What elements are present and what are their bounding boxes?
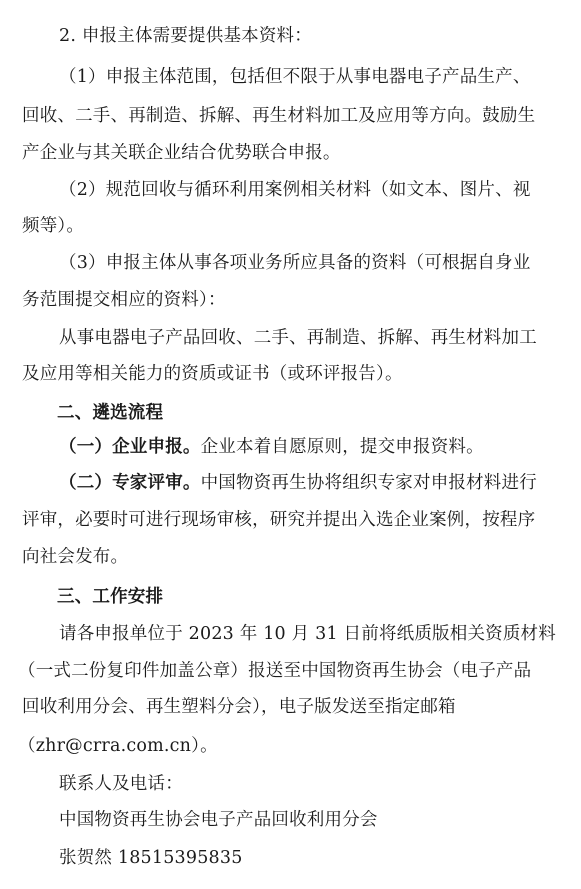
item1-line2: 回收、二手、再制造、拆解、再生材料加工及应用等方向。鼓励生 [22,106,536,126]
contact-person: 张贺然 18515395835 [59,848,243,868]
heading-selection: 二、遴选流程 [57,403,164,423]
step2-line2: 评审，必要时可进行现场审核，研究并提出入选企业案例，按程序 [22,510,536,530]
arrangement-line4: （zhr@crra.com.cn）。 [18,736,218,756]
item2-line1: （2）规范回收与循环利用案例相关材料（如文本、图片、视 [59,180,531,200]
step2-label: （二）专家评审。 [59,473,201,493]
item1-line1: （1）申报主体范围，包括但不限于从事电器电子产品生产、 [59,67,531,87]
step1-line [59,435,484,459]
section2-intro: 2. 申报主体需要提供基本资料： [59,26,312,46]
step2-text: 中国物资再生协将组织专家对申报材料进行 [200,473,537,493]
contact-label: 联系人及电话： [59,774,183,794]
item1-line3: 产企业与其关联企业结合优势联合申报。 [22,143,341,163]
heading-arrangement: 三、工作安排 [57,587,164,607]
contact-org: 中国物资再生协会电子产品回收利用分会 [59,810,378,830]
item3-detail-line2: 及应用等相关能力的资质或证书（或环评报告）。 [22,364,403,384]
item3-detail-line1: 从事电器电子产品回收、二手、再制造、拆解、再生材料加工 [59,328,537,348]
arrangement-line3: 回收利用分会、再生塑料分会），电子版发送至指定邮箱 [22,697,456,717]
item3-line1: （3）申报主体从事各项业务所应具备的资料（可根据自身业 [59,253,531,273]
item2-line2: 频等）。 [22,216,85,236]
step2-line1 [59,471,537,495]
item3-line2: 务范围提交相应的资料）： [22,290,226,310]
step1-text: 企业本着自愿原则，提交申报资料。 [200,437,484,457]
arrangement-line2: （一式二份复印件加盖公章）报送至中国物资再生协会（电子产品 [18,661,532,681]
step1-label: （一）企业申报。 [59,437,201,457]
arrangement-line1: 请各申报单位于 2023 年 10 月 31 日前将纸质版相关资质材料 [59,624,556,644]
step2-line3: 向社会发布。 [22,547,129,567]
